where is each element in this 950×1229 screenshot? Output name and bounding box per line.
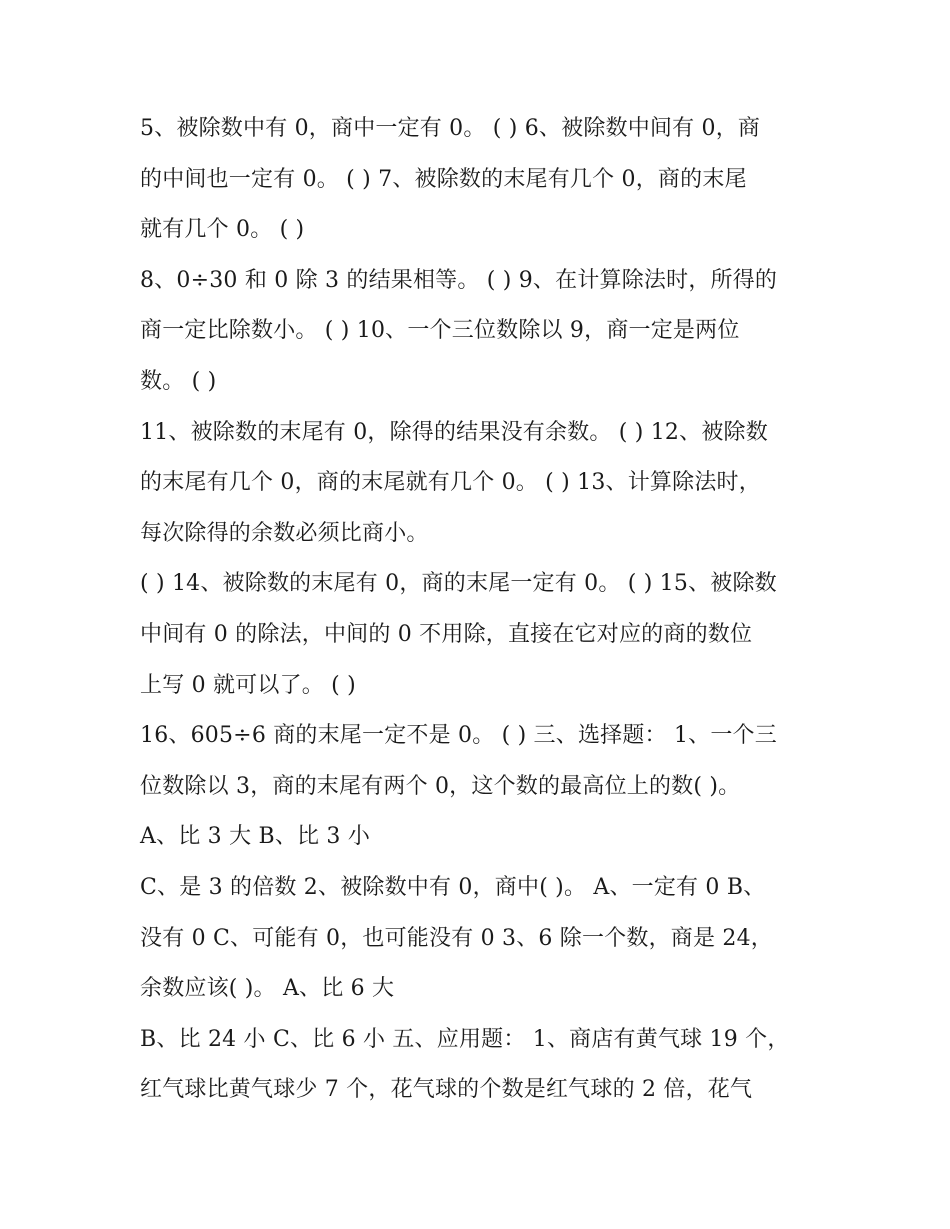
text-line: 红气球比黄气球少 7 个，花气球的个数是红气球的 2 倍，花气 [140,1077,753,1103]
text-line: 数。 ( ) [140,368,217,394]
text-line: 位数除以 3，商的末尾有两个 0，这个数的最高位上的数( )。 [140,773,741,799]
text-line: 的末尾有几个 0，商的末尾就有几个 0。 ( ) 13、计算除法时， [140,470,761,496]
text-line: 商一定比除数小。 ( ) 10、一个三位数除以 9，商一定是两位 [140,318,740,344]
text-line: C、是 3 的倍数 2、被除数中有 0，商中( )。 A、一定有 0 B、 [140,874,766,900]
text-line: A、比 3 大 B、比 3 小 [140,824,371,850]
text-line: 余数应该( )。 A、比 6 大 [140,976,395,1002]
text-line: 就有几个 0。 ( ) [140,217,305,243]
text-line: 8、0÷30 和 0 除 3 的结果相等。 ( ) 9、在计算除法时，所得的 [140,267,778,293]
text-line: 每次除得的余数必须比商小。 [140,520,429,546]
text-line: 中间有 0 的除法，中间的 0 不用除，直接在它对应的商的数位 [140,621,753,647]
text-line: ( ) 14、被除数的末尾有 0，商的末尾一定有 0。 ( ) 15、被除数 [140,571,777,597]
text-line: 5、被除数中有 0，商中一定有 0。 ( ) 6、被除数中间有 0，商 [140,116,761,141]
text-line: 11、被除数的末尾有 0，除得的结果没有余数。 ( ) 12、被除数 [140,419,768,445]
document-body [140,104,820,1116]
text-line: 的中间也一定有 0。 ( ) 7、被除数的末尾有几个 0，商的末尾 [140,166,747,192]
text-line: 没有 0 C、可能有 0，也可能没有 0 3、6 除一个数，商是 24， [140,925,773,951]
text-line: 16、605÷6 商的末尾一定不是 0。 ( ) 三、选择题： 1、一个三 [140,723,777,749]
text-line: B、比 24 小 C、比 6 小 五、应用题： 1、商店有黄气球 19 个， [140,1026,790,1052]
text-line: 上写 0 就可以了。 ( ) [140,672,356,698]
